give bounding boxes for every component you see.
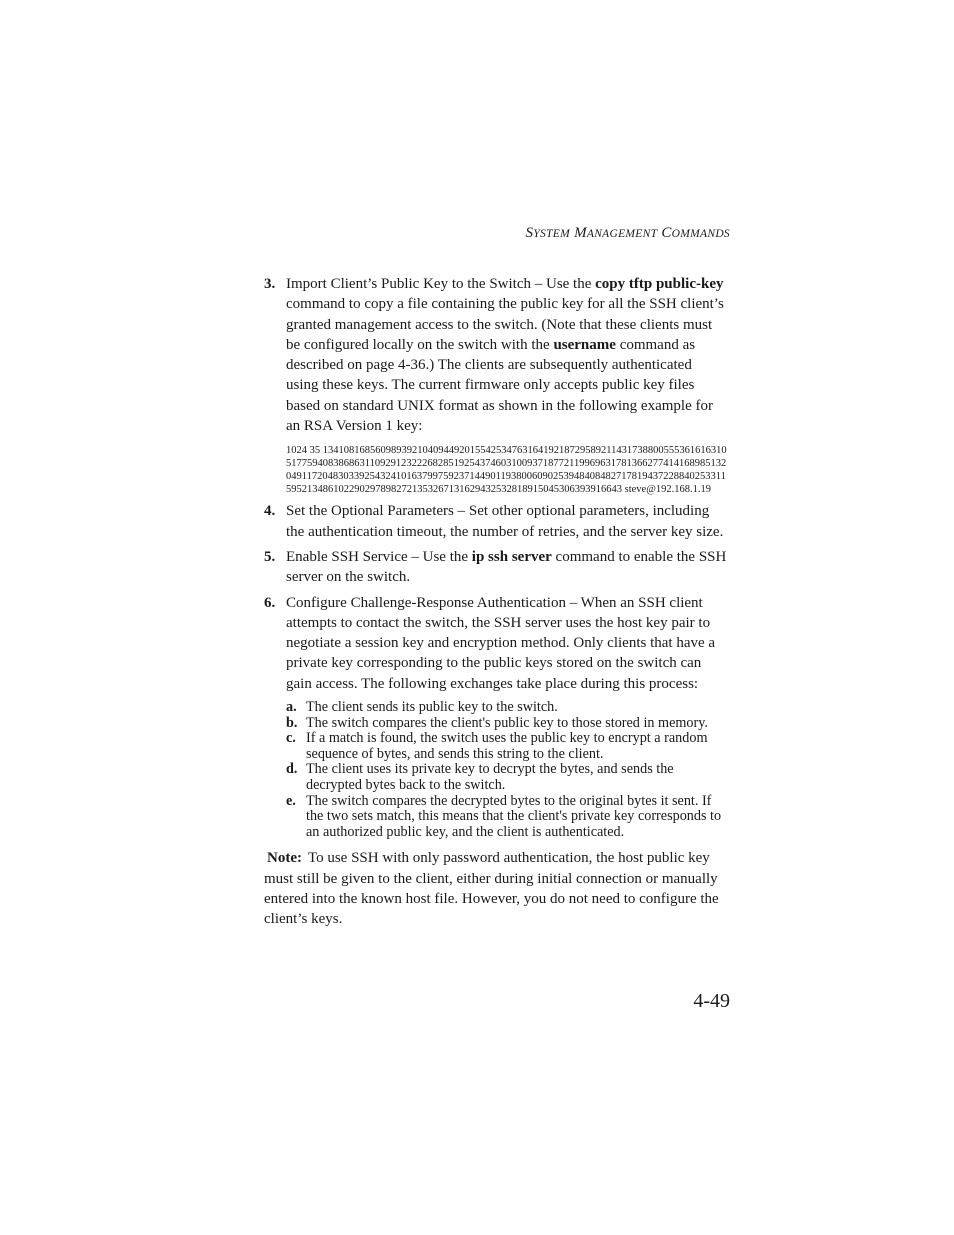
list-item [286, 731, 728, 762]
command-ip-ssh-server: ip ssh server [471, 548, 552, 565]
step-6 [264, 593, 728, 841]
note-text: To use SSH with only password authentication, the host public key must still be given to the client, either during initial connection or manually entered into the known host file. However, you do not need to configure the client’s keys. [264, 850, 719, 928]
page-number: 4-49 [693, 990, 730, 1012]
step-number: 4. [264, 503, 276, 520]
header-rest-3: OMMANDS [671, 228, 730, 240]
command-copy-tftp-public-key: copy tftp public-key [595, 276, 724, 292]
list-item [286, 700, 728, 716]
note-label: Note: [267, 850, 302, 867]
header-initial-3: C [661, 225, 672, 241]
list-item-text: The switch compares the decrypted bytes to the original bytes it sent. If the two sets match, this means that the client's private key corresponds to an authorized public key, and the client is authenticated. [306, 792, 722, 840]
step-5 [264, 547, 728, 588]
list-item [286, 762, 728, 793]
step-3-text-3: command as described on page 4-36.) The clients are subsequently authenticated using these keys. The current firmware only accepts public key files based on standard UNIX format as shown in the following example for an RSA Version 1 key: [286, 336, 713, 435]
list-item-text: The client sends its public key to the switch. [306, 699, 558, 716]
exchange-list [286, 700, 728, 840]
step-number: 3. [264, 276, 276, 292]
step-number: 5. [264, 548, 276, 565]
list-item [286, 716, 728, 732]
step-4 [264, 501, 728, 542]
note-block [264, 848, 728, 929]
step-3 [264, 274, 728, 496]
running-header [420, 225, 730, 242]
step-number: 6. [264, 594, 276, 611]
command-username: username [553, 336, 616, 353]
header-initial-2: M [574, 225, 587, 241]
step-5-text-1: Enable SSH Service – Use the [286, 548, 472, 565]
list-item-text: If a match is found, the switch uses the public key to encrypt a random sequence of bytes, and sends this string to the client. [306, 730, 708, 762]
header-initial-1: S [525, 225, 534, 241]
rsa-key-example: 1024 35 134108168560989392104094492015542534763164192187295892114317388005553616163105177594083868631109291232226828519254374603100937187721199696317813662774141689851320491172048303392543241016379975923714490119380060902539484084827178194372288402533115952134861022902978982721353267131629432532818915045306393916643 steve@192.168.1.19 [286, 445, 727, 496]
list-item-text: The switch compares the client's public key to those stored in memory. [306, 714, 708, 731]
step-text [286, 274, 728, 436]
list-item [286, 794, 728, 841]
list-item-letter: a. [286, 699, 297, 716]
step-text: Configure Challenge-Response Authentication – When an SSH client attempts to contact the switch, the SSH server uses the host key pair to negotiate a session key and encryption method. Only clients that have a private key corresponding to the public keys stored on the switch can gain access. The following exchanges take place during this process: [286, 594, 716, 692]
list-item-letter: b. [286, 714, 298, 731]
header-rest-1: YSTEM [533, 228, 571, 240]
step-3-text-1: Import Client’s Public Key to the Switch – Use the [286, 276, 596, 292]
list-item-letter: d. [286, 761, 298, 778]
page-body [264, 274, 728, 930]
list-item-letter: c. [286, 730, 296, 747]
list-item-text: The client uses its private key to decrypt the bytes, and sends the decrypted bytes back to the switch. [306, 761, 674, 794]
step-5-text-2: command to enable the SSH server on the switch. [286, 548, 727, 586]
step-3-text-2: command to copy a file containing the public key for all the SSH client’s granted management access to the switch. (Note that these clients must be configured locally on the switch with the [286, 296, 724, 353]
list-item-letter: e. [286, 792, 296, 809]
step-text [286, 547, 728, 588]
header-rest-2: ANAGEMENT [586, 228, 658, 240]
step-text: Set the Optional Parameters – Set other optional parameters, including the authentication timeout, the number of retries, and the server key size. [286, 503, 724, 540]
